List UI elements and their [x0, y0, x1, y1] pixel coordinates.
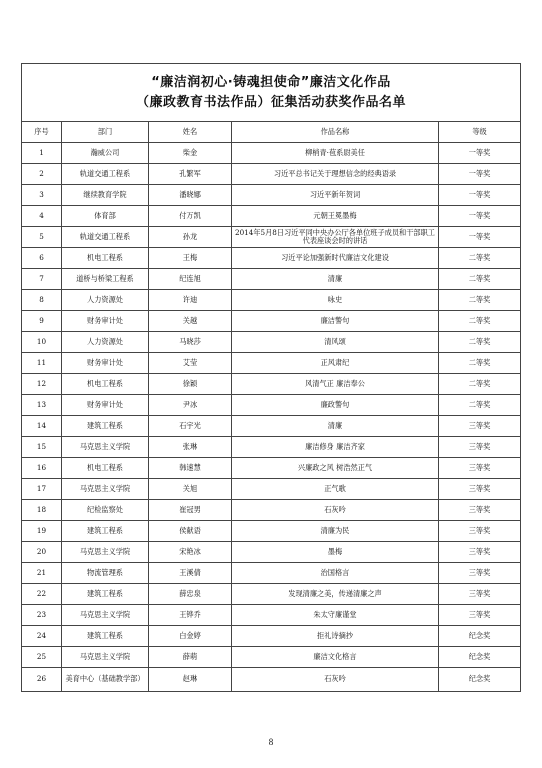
- cell-grade: 三等奖: [439, 437, 521, 458]
- cell-work-title: 柳梢青·苞系尉美任: [232, 143, 439, 164]
- cell-index: 3: [22, 185, 62, 206]
- cell-work-title: 石灰吟: [232, 500, 439, 521]
- cell-name: 石宇光: [149, 416, 232, 437]
- cell-name: 潘晓娜: [149, 185, 232, 206]
- table-row: [22, 500, 521, 521]
- cell-name: 许迪: [149, 290, 232, 311]
- cell-department: 机电工程系: [62, 458, 149, 479]
- cell-name: 韩速慧: [149, 458, 232, 479]
- cell-department: 建筑工程系: [62, 521, 149, 542]
- cell-grade: 一等奖: [439, 227, 521, 248]
- cell-department: 机电工程系: [62, 248, 149, 269]
- cell-index: 4: [22, 206, 62, 227]
- table-row: [22, 143, 521, 164]
- cell-work-title: 清廉为民: [232, 521, 439, 542]
- cell-department: 财务审计处: [62, 353, 149, 374]
- cell-name: 侯献语: [149, 521, 232, 542]
- cell-grade: 二等奖: [439, 248, 521, 269]
- cell-work-title: 正气歌: [232, 479, 439, 500]
- cell-name: 薛萌: [149, 647, 232, 668]
- cell-index: 1: [22, 143, 62, 164]
- cell-grade: 一等奖: [439, 185, 521, 206]
- cell-work-title: 风清气正 廉洁奉公: [232, 374, 439, 395]
- cell-name: 柴金: [149, 143, 232, 164]
- cell-index: 18: [22, 500, 62, 521]
- cell-department: 纪检监察处: [62, 500, 149, 521]
- cell-grade: 一等奖: [439, 206, 521, 227]
- table-body: [22, 143, 521, 692]
- cell-work-title: 正风肃纪: [232, 353, 439, 374]
- cell-grade: 二等奖: [439, 269, 521, 290]
- table-row: [22, 626, 521, 647]
- cell-name: 马晓莎: [149, 332, 232, 353]
- cell-grade: 三等奖: [439, 563, 521, 584]
- cell-department: 马克思主义学院: [62, 479, 149, 500]
- cell-name: 张琳: [149, 437, 232, 458]
- title-line-2: （廉政教育书法作品）征集活动获奖作品名单: [136, 94, 407, 110]
- cell-work-title: 2014年5月8日习近平同中央办公厅各单位班子成员和干部职工代表座谈会时的讲话: [232, 227, 439, 248]
- cell-work-title: 元朝王冕墨梅: [232, 206, 439, 227]
- cell-index: 10: [22, 332, 62, 353]
- table-row: [22, 395, 521, 416]
- cell-grade: 三等奖: [439, 500, 521, 521]
- cell-work-title: 发现清廉之美，传递清廉之声: [232, 584, 439, 605]
- cell-name: 宋艳冰: [149, 542, 232, 563]
- cell-department: 建筑工程系: [62, 584, 149, 605]
- cell-name: 王溪倩: [149, 563, 232, 584]
- cell-index: 2: [22, 164, 62, 185]
- cell-index: 9: [22, 311, 62, 332]
- table-row: [22, 668, 521, 692]
- cell-work-title: 廉洁警句: [232, 311, 439, 332]
- cell-index: 17: [22, 479, 62, 500]
- cell-department: 马克思主义学院: [62, 542, 149, 563]
- cell-department: 体育部: [62, 206, 149, 227]
- cell-grade: 一等奖: [439, 164, 521, 185]
- cell-work-title: 习近平论加强新时代廉洁文化建设: [232, 248, 439, 269]
- table-row: [22, 311, 521, 332]
- table-row: [22, 563, 521, 584]
- cell-name: 薛忠泉: [149, 584, 232, 605]
- cell-grade: 纪念奖: [439, 668, 521, 692]
- cell-grade: 一等奖: [439, 143, 521, 164]
- table-row: [22, 227, 521, 248]
- cell-grade: 三等奖: [439, 521, 521, 542]
- header-row: [22, 122, 521, 143]
- cell-index: 8: [22, 290, 62, 311]
- cell-department: 人力资源处: [62, 332, 149, 353]
- cell-index: 5: [22, 227, 62, 248]
- cell-index: 21: [22, 563, 62, 584]
- column-header-grade: 等级: [439, 122, 521, 143]
- cell-name: 徐颖: [149, 374, 232, 395]
- cell-grade: 二等奖: [439, 353, 521, 374]
- cell-work-title: 拒礼诗摘抄: [232, 626, 439, 647]
- cell-grade: 三等奖: [439, 584, 521, 605]
- cell-grade: 二等奖: [439, 332, 521, 353]
- cell-grade: 三等奖: [439, 605, 521, 626]
- column-header-index: 序号: [22, 122, 62, 143]
- cell-department: 马克思主义学院: [62, 437, 149, 458]
- cell-work-title: 廉洁修身 廉洁齐家: [232, 437, 439, 458]
- cell-index: 24: [22, 626, 62, 647]
- cell-name: 王梅: [149, 248, 232, 269]
- cell-index: 12: [22, 374, 62, 395]
- cell-name: 白金婷: [149, 626, 232, 647]
- cell-grade: 二等奖: [439, 374, 521, 395]
- cell-department: 财务审计处: [62, 395, 149, 416]
- table-row: [22, 521, 521, 542]
- cell-department: 瀚威公司: [62, 143, 149, 164]
- cell-index: 6: [22, 248, 62, 269]
- document-title: [22, 64, 521, 122]
- table-row: [22, 248, 521, 269]
- cell-work-title: 兴廉政之风 树浩然正气: [232, 458, 439, 479]
- cell-department: 马克思主义学院: [62, 605, 149, 626]
- cell-name: 关越: [149, 311, 232, 332]
- cell-grade: 三等奖: [439, 458, 521, 479]
- cell-index: 15: [22, 437, 62, 458]
- cell-grade: 三等奖: [439, 479, 521, 500]
- table-row: [22, 290, 521, 311]
- column-header-name: 姓名: [149, 122, 232, 143]
- cell-index: 19: [22, 521, 62, 542]
- table-row: [22, 542, 521, 563]
- award-table-container: [21, 63, 520, 692]
- cell-department: 人力资源处: [62, 290, 149, 311]
- cell-index: 14: [22, 416, 62, 437]
- cell-work-title: 石灰吟: [232, 668, 439, 692]
- table-row: [22, 647, 521, 668]
- cell-department: 继续教育学院: [62, 185, 149, 206]
- title-line-1: “廉洁润初心·铸魂担使命”廉洁文化作品: [151, 74, 391, 90]
- cell-grade: 三等奖: [439, 542, 521, 563]
- column-header-work-title: 作品名称: [232, 122, 439, 143]
- award-table: [21, 63, 521, 692]
- cell-index: 23: [22, 605, 62, 626]
- cell-name: 付万凯: [149, 206, 232, 227]
- cell-work-title: 朱太守廉谨堂: [232, 605, 439, 626]
- cell-grade: 二等奖: [439, 395, 521, 416]
- cell-name: 纪连旭: [149, 269, 232, 290]
- cell-department: 道桥与桥梁工程系: [62, 269, 149, 290]
- cell-department: 建筑工程系: [62, 626, 149, 647]
- cell-work-title: 墨梅: [232, 542, 439, 563]
- cell-index: 20: [22, 542, 62, 563]
- cell-work-title: 清廉: [232, 269, 439, 290]
- cell-name: 关旭: [149, 479, 232, 500]
- cell-department: 财务审计处: [62, 311, 149, 332]
- cell-index: 11: [22, 353, 62, 374]
- table-row: [22, 374, 521, 395]
- table-row: [22, 185, 521, 206]
- table-row: [22, 584, 521, 605]
- cell-index: 16: [22, 458, 62, 479]
- cell-name: 艾莹: [149, 353, 232, 374]
- table-row: [22, 269, 521, 290]
- column-header-department: 部门: [62, 122, 149, 143]
- table-row: [22, 458, 521, 479]
- cell-name: 孔繁军: [149, 164, 232, 185]
- table-row: [22, 479, 521, 500]
- cell-name: 王铧乔: [149, 605, 232, 626]
- page-number: 8: [268, 737, 274, 747]
- cell-work-title: 习近平总书记关于理想信念的经典语录: [232, 164, 439, 185]
- cell-work-title: 咏史: [232, 290, 439, 311]
- cell-name: 赵琳: [149, 668, 232, 692]
- cell-work-title: 清风颂: [232, 332, 439, 353]
- cell-index: 13: [22, 395, 62, 416]
- table-row: [22, 416, 521, 437]
- table-row: [22, 206, 521, 227]
- cell-department: 轨道交通工程系: [62, 164, 149, 185]
- table-row: [22, 332, 521, 353]
- cell-grade: 二等奖: [439, 311, 521, 332]
- cell-name: 尹冰: [149, 395, 232, 416]
- cell-index: 7: [22, 269, 62, 290]
- cell-department: 轨道交通工程系: [62, 227, 149, 248]
- table-row: [22, 605, 521, 626]
- cell-work-title: 习近平新年贺词: [232, 185, 439, 206]
- cell-work-title: 廉政警句: [232, 395, 439, 416]
- table-row: [22, 164, 521, 185]
- table-row: [22, 353, 521, 374]
- cell-index: 26: [22, 668, 62, 692]
- cell-work-title: 治国格言: [232, 563, 439, 584]
- cell-grade: 纪念奖: [439, 647, 521, 668]
- cell-index: 25: [22, 647, 62, 668]
- cell-department: 马克思主义学院: [62, 647, 149, 668]
- cell-department: 建筑工程系: [62, 416, 149, 437]
- cell-name: 崔冠男: [149, 500, 232, 521]
- cell-work-title: 廉洁文化格言: [232, 647, 439, 668]
- cell-name: 孙龙: [149, 227, 232, 248]
- cell-department: 机电工程系: [62, 374, 149, 395]
- cell-index: 22: [22, 584, 62, 605]
- cell-work-title: 清廉: [232, 416, 439, 437]
- table-row: [22, 437, 521, 458]
- cell-department: 美育中心（基础教学部）: [62, 668, 149, 692]
- cell-grade: 纪念奖: [439, 626, 521, 647]
- cell-department: 物流管理系: [62, 563, 149, 584]
- cell-grade: 三等奖: [439, 416, 521, 437]
- cell-grade: 二等奖: [439, 290, 521, 311]
